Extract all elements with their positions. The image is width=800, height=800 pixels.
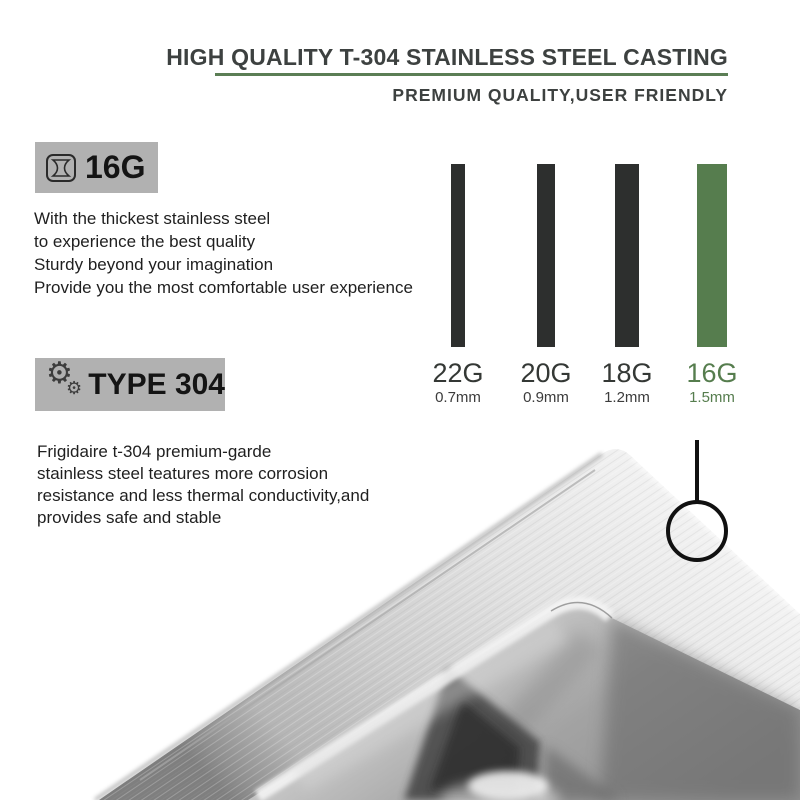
gauge-value-label: 0.7mm [435,389,481,406]
gauge-bar [697,164,727,347]
page-subtitle: PREMIUM QUALITY,USER FRIENDLY [392,85,728,105]
callout-circle [666,500,728,562]
gauge-column-16g [667,164,757,406]
description-line: Sturdy beyond your imagination [34,255,274,274]
description-line: With the thickest stainless steel [34,209,271,228]
description-line: to experience the best quality [34,232,256,251]
description-line: resistance and less thermal conductivity,and [37,486,370,505]
badge-16g-label: 16G [85,149,146,185]
gauge-column-20g [501,164,591,406]
badge-type304-label: TYPE 304 [88,367,225,401]
gauge-column-18g [582,164,672,406]
gauge-label: 18G [601,358,653,388]
gauge-bar [615,164,639,347]
gauge-column-22g [413,164,503,406]
gauge-label: 20G [520,358,572,388]
page-title: HIGH QUALITY T-304 STAINLESS STEEL CASTING [166,44,728,70]
gears-icon: ⚙ ⚙ [46,355,83,399]
gauge-value-label: 1.5mm [689,389,735,406]
feature-type304-description [37,441,369,529]
description-line: Provide you the most comfortable user experience [34,278,413,297]
callout-line [695,440,699,501]
gauge-label: 22G [432,358,484,388]
gauge-value-label: 0.9mm [523,389,569,406]
description-line: stainless steel teatures more corrosion [37,464,329,483]
gauge-label: 16G [686,358,738,388]
description-line: Frigidaire t-304 premium-garde [37,442,272,461]
gauge-bar [451,164,465,347]
description-line: provides safe and stable [37,508,222,527]
gauge-bar [537,164,555,347]
gauge-value-label: 1.2mm [604,389,650,406]
